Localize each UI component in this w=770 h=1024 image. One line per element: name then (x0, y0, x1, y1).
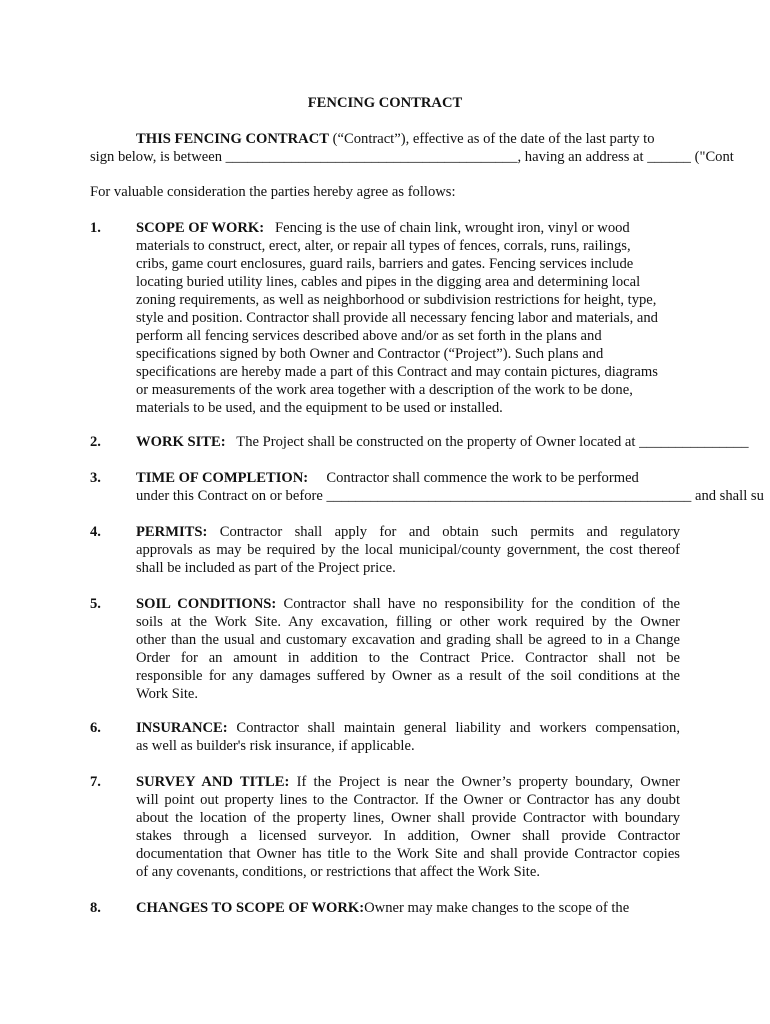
item-number: 8. (90, 900, 101, 916)
clause-heading: CHANGES TO SCOPE OF WORK: (136, 900, 365, 916)
item-number: 3. (90, 470, 101, 486)
clause-line: stakes through a licensed surveyor. In addition, Owner shall provide Contractor (136, 828, 680, 844)
clause-line: under this Contract on or before __________________________________________________ and shall su (136, 488, 764, 504)
clause-line (136, 469, 680, 487)
item-number: 2. (90, 434, 101, 450)
clause-line (136, 595, 680, 613)
clause-line: responsible for any damages suffered by Owner as a result of the soil conditions at the (136, 668, 680, 684)
consideration-text: For valuable consideration the parties hereby agree as follows: (90, 184, 456, 200)
clause-line: materials to construct, erect, alter, or repair all types of fences, corrals, runs, railings, (136, 238, 631, 254)
clause-line (136, 219, 680, 237)
clause-line: materials to be used, and the equipment to be used or installed. (136, 400, 503, 416)
item-number: 6. (90, 720, 101, 736)
clause-line: cribs, game court enclosures, guard rails, barriers and gates. Fencing services include (136, 256, 634, 272)
clause-line: zoning requirements, as well as neighborhood or subdivision restrictions for height, type, (136, 292, 657, 308)
clause-heading: PERMITS: (136, 524, 208, 540)
clause-line: of any covenants, conditions, or restrictions that affect the Work Site. (136, 864, 540, 880)
clause-line: specifications signed by both Owner and Contractor (“Project”). Such plans and (136, 346, 604, 362)
clause-heading: TIME OF COMPLETION: (136, 470, 309, 486)
clause-line: as well as builder's risk insurance, if applicable. (136, 738, 415, 754)
clause-text: Owner may make changes to the scope of the (364, 900, 630, 916)
clause-line: Order for an amount in addition to the Contract Price. Contractor shall not be (136, 650, 680, 666)
clause-line: approvals as may be required by the local municipal/county government, the cost thereof (136, 542, 680, 558)
item-4-clause (136, 523, 680, 577)
clause-line: soils at the Work Site. Any excavation, filling or other work required by the Owner (136, 614, 680, 630)
clause-line (136, 773, 680, 791)
intro-text: (“Contract”), effective as of the date of the last party to (329, 131, 655, 147)
clause-line: perform all fencing services described above and/or as set forth in the plans and (136, 328, 602, 344)
clause-line (136, 899, 680, 917)
clause-line: specifications are hereby made a part of this Contract and may contain pictures, diagrams (136, 364, 658, 380)
item-2-clause (136, 433, 749, 451)
item-3-clause (136, 469, 764, 505)
clause-heading: SURVEY AND TITLE: (136, 774, 290, 790)
item-number: 1. (90, 220, 101, 236)
intro-bold: THIS FENCING CONTRACT (136, 131, 329, 147)
clause-heading: INSURANCE: (136, 720, 228, 736)
item-1-clause (136, 219, 680, 417)
clause-line: locating buried utility lines, cables and pipes in the digging area and determining local (136, 274, 641, 290)
clause-text: Contractor shall commence the work to be performed (308, 470, 639, 486)
clause-line: style and position. Contractor shall provide all necessary fencing labor and materials, and (136, 310, 658, 326)
item-6-clause (136, 719, 680, 755)
clause-line: Work Site. (136, 686, 199, 702)
clause-text: Contractor shall apply for and obtain such permits and regulatory (219, 524, 680, 540)
clause-text: Contractor shall maintain general liability and workers compensation, (236, 720, 680, 736)
item-5-clause (136, 595, 680, 703)
item-number: 4. (90, 524, 101, 540)
item-number: 5. (90, 596, 101, 612)
clause-heading: WORK SITE: (136, 434, 226, 450)
clause-text: Fencing is the use of chain link, wrought iron, vinyl or wood (264, 220, 630, 236)
item-8-clause (136, 899, 680, 917)
clause-line: about the location of the property lines, Owner shall provide Contractor with boundary (136, 810, 680, 826)
clause-line: documentation that Owner has title to the Work Site and shall provide Contractor copies (136, 846, 680, 862)
clause-line: other than the usual and customary excavation and grading shall be agreed to in a Change (136, 632, 680, 648)
intro-line-1 (136, 130, 655, 148)
item-number: 7. (90, 774, 101, 790)
clause-line: or measurements of the work area together with a description of the work to be done, (136, 382, 633, 398)
intro-line-2: sign below, is between ________________________________________, having an address at ______ ("Cont (90, 149, 734, 165)
clause-text: The Project shall be constructed on the property of Owner located at _______________ (225, 434, 749, 450)
clause-text: Contractor shall have no responsibility for the condition of the (283, 596, 681, 612)
clause-line (136, 433, 749, 451)
clause-heading: SCOPE OF WORK: (136, 220, 265, 236)
clause-line: will point out property lines to the Contractor. If the Owner or Contractor has any doubt (136, 792, 680, 808)
clause-heading: SOIL CONDITIONS: (136, 596, 277, 612)
clause-line (136, 719, 680, 737)
clause-line: shall be included as part of the Project price. (136, 560, 396, 576)
page-title: FENCING CONTRACT (307, 95, 463, 111)
clause-text: If the Project is near the Owner’s property boundary, Owner (296, 774, 680, 790)
clause-line (136, 523, 680, 541)
item-7-clause (136, 773, 680, 881)
